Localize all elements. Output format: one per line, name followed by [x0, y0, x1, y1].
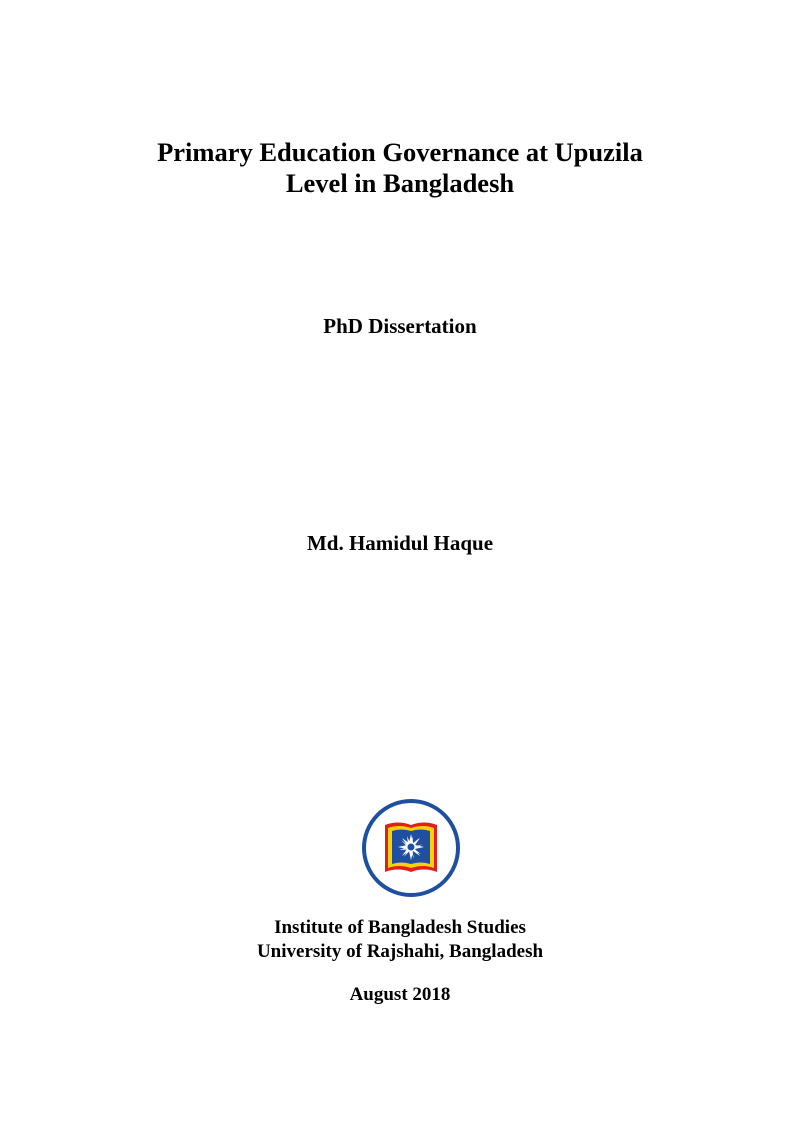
- university-name: University of Rajshahi, Bangladesh: [256, 941, 544, 962]
- submission-date: August 2018: [349, 984, 451, 1005]
- author-name: Md. Hamidul Haque: [306, 531, 494, 555]
- title-line-2: Level in Bangladesh: [285, 168, 515, 198]
- affiliation: [0, 916, 800, 964]
- dissertation-title: [0, 137, 800, 199]
- institute-name: Institute of Bangladesh Studies: [274, 917, 526, 938]
- document-type: PhD Dissertation: [323, 314, 477, 338]
- title-line-1: Primary Education Governance at Upuzila: [157, 137, 643, 167]
- university-seal-icon: [361, 798, 461, 898]
